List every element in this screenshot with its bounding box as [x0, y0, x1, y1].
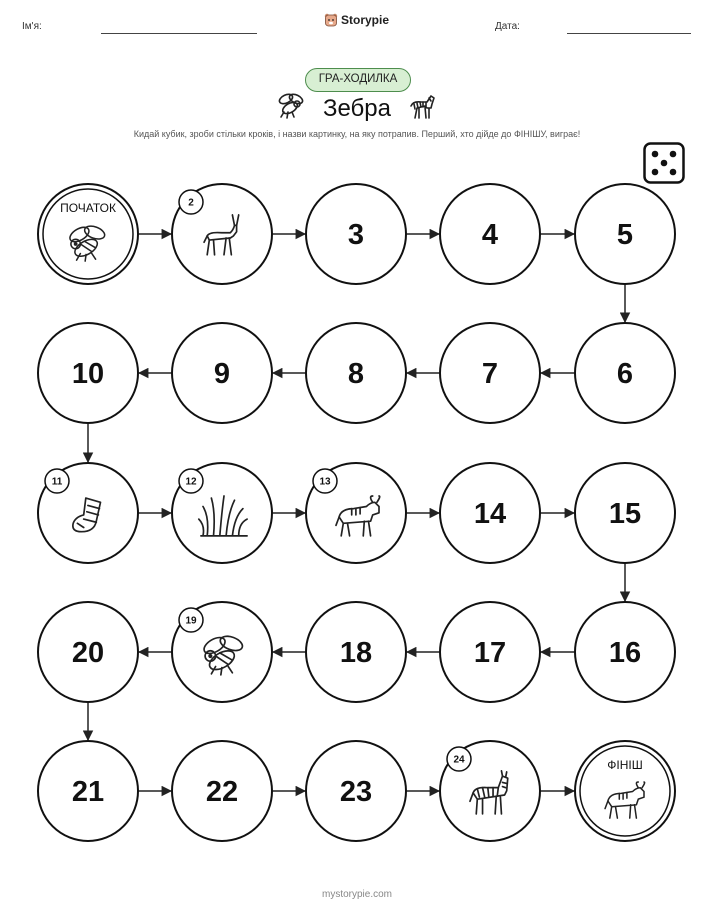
- cell-number: 17: [473, 637, 507, 669]
- cell-number: 16: [608, 637, 642, 669]
- board-cell-20[interactable]: [38, 602, 138, 702]
- cell-number: 12: [185, 476, 197, 488]
- board-cell-15[interactable]: [575, 463, 675, 563]
- page-title: Зебра: [322, 95, 391, 122]
- board-cell-22[interactable]: [172, 741, 272, 841]
- cell-number: 20: [71, 637, 105, 669]
- board-cell-10[interactable]: [38, 323, 138, 423]
- board-cell-13[interactable]: [306, 463, 406, 563]
- board-cell-24[interactable]: [440, 741, 540, 841]
- game-badge: ГРА-ХОДИЛКА: [305, 68, 411, 92]
- board-cell-3[interactable]: [306, 184, 406, 284]
- board-cell-5[interactable]: [575, 184, 675, 284]
- cell-number: 5: [616, 219, 634, 251]
- footer-url: mystorypie.com: [321, 889, 392, 900]
- board-cell-8[interactable]: [306, 323, 406, 423]
- date-label: Дата:: [495, 21, 520, 32]
- board-cell-6[interactable]: [575, 323, 675, 423]
- board-cell-11[interactable]: [38, 463, 138, 563]
- board-cell-21[interactable]: [38, 741, 138, 841]
- cell-number: 15: [608, 498, 642, 530]
- brand-name: Storypie: [341, 13, 390, 27]
- name-label: Ім'я:: [22, 21, 42, 32]
- board-cell-17[interactable]: [440, 602, 540, 702]
- board-cell-14[interactable]: [440, 463, 540, 563]
- cell-number: 11: [51, 476, 63, 488]
- cell-number: 9: [213, 358, 231, 390]
- finish-label: ФІНІШ: [607, 758, 643, 772]
- cell-number: 13: [319, 476, 331, 488]
- cell-number: 10: [71, 358, 105, 390]
- cell-number: 14: [473, 498, 507, 530]
- cell-number: 23: [339, 776, 373, 808]
- board-cell-12[interactable]: [172, 463, 272, 563]
- start-label: ПОЧАТОК: [60, 201, 116, 215]
- instructions: Кидай кубик, зроби стільки кроків, і назви картинку, на яку потрапив. Перший, хто дійде до ФІНІШУ, виграє!: [133, 129, 581, 139]
- cell-number: 7: [481, 358, 499, 390]
- cell-number: 3: [347, 219, 365, 251]
- board-cell-16[interactable]: [575, 602, 675, 702]
- board-cell-7[interactable]: [440, 323, 540, 423]
- board-cell-2[interactable]: [172, 184, 272, 284]
- board-cell-1[interactable]: [38, 184, 138, 284]
- board-cell-4[interactable]: [440, 184, 540, 284]
- cell-number: 18: [339, 637, 373, 669]
- board-cell-18[interactable]: [306, 602, 406, 702]
- board-cells: [38, 184, 675, 841]
- board-cell-23[interactable]: [306, 741, 406, 841]
- board-cell-9[interactable]: [172, 323, 272, 423]
- cell-number: 19: [185, 615, 197, 627]
- board-cell-19[interactable]: [172, 602, 272, 702]
- cell-number: 4: [481, 219, 499, 251]
- cell-number: 24: [453, 754, 465, 766]
- cell-number: 21: [71, 776, 105, 808]
- cell-number: 2: [188, 197, 194, 209]
- cell-number: 6: [616, 358, 634, 390]
- cell-number: 22: [205, 776, 239, 808]
- cell-number: 8: [347, 358, 365, 390]
- board-cell-25[interactable]: [575, 741, 675, 841]
